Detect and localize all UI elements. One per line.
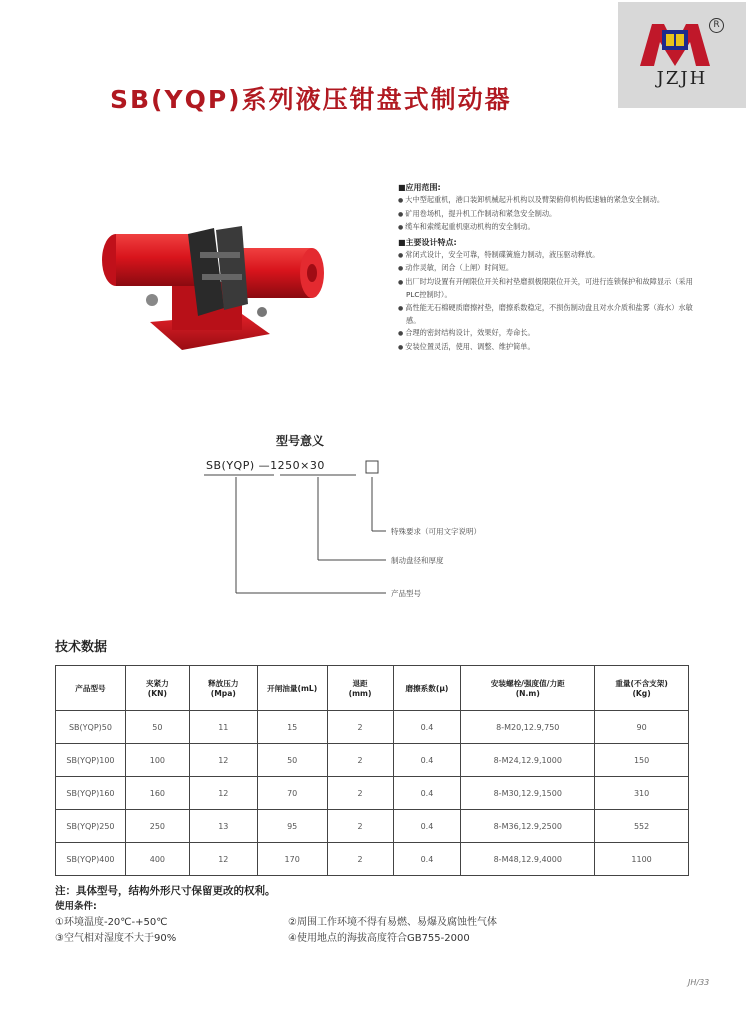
table-row: [56, 711, 689, 744]
design-item: ● 安装位置灵活，使用、调整、维护简单。: [398, 341, 698, 354]
table-cell: 8-M20,12.9,750: [461, 711, 595, 744]
table-cell: 2: [327, 744, 393, 777]
brand-logo: [618, 2, 746, 108]
table-row: [56, 843, 689, 876]
application-item: ● 缆车和索缆起重机驱动机构的安全制动。: [398, 221, 698, 234]
table-cell: 8-M30,12.9,1500: [461, 777, 595, 810]
condition-item: ④使用地点的海拔高度符合GB755-2000: [288, 933, 470, 944]
col-header: 重量(不含支架) (Kg): [595, 666, 689, 711]
table-row: [56, 810, 689, 843]
table-cell: 2: [327, 711, 393, 744]
table-cell: 12: [189, 744, 257, 777]
model-meaning-title: 型号意义: [276, 434, 325, 448]
logo-mark-icon: [640, 16, 710, 68]
model-code-part2: —1250×30: [258, 459, 325, 472]
product-photo: [92, 212, 337, 362]
condition-item: ②周围工作环境不得有易燃、易爆及腐蚀性气体: [288, 917, 497, 928]
callout-product-model: 产品型号: [391, 589, 421, 598]
table-cell: 12: [189, 777, 257, 810]
registered-mark: R: [709, 18, 724, 33]
table-cell: 13: [189, 810, 257, 843]
features-section: [398, 180, 698, 354]
table-cell: 95: [257, 810, 327, 843]
col-header: 开闸油量(mL): [257, 666, 327, 711]
table-cell: 15: [257, 711, 327, 744]
model-code-part1: SB(YQP): [206, 459, 255, 472]
col-header: 磨擦系数(μ): [393, 666, 461, 711]
table-row: [56, 744, 689, 777]
table-cell: 250: [125, 810, 189, 843]
col-header: 安装螺栓/强度值/力距 (N.m): [461, 666, 595, 711]
table-cell: 170: [257, 843, 327, 876]
table-cell: 552: [595, 810, 689, 843]
callout-disc-size: 制动盘径和厚度: [391, 556, 444, 565]
tech-data-heading: 技术数据: [55, 640, 108, 655]
table-cell: 0.4: [393, 810, 461, 843]
table-cell: 90: [595, 711, 689, 744]
page-number: JH/33: [688, 978, 710, 987]
condition-item: ①环境温度-20℃-+50℃: [55, 917, 168, 928]
table-cell: 8-M36,12.9,2500: [461, 810, 595, 843]
table-cell: 0.4: [393, 843, 461, 876]
col-header: 释放压力 (Mpa): [189, 666, 257, 711]
design-item: ● 动作灵敏，闭合（上闸）时间短。: [398, 262, 698, 275]
table-cell: 50: [125, 711, 189, 744]
page-title: SB(YQP)系列液压钳盘式制动器: [110, 85, 512, 114]
table-cell: 310: [595, 777, 689, 810]
table-cell: 150: [595, 744, 689, 777]
table-cell: 8-M48,12.9,4000: [461, 843, 595, 876]
design-title: ■主要设计特点:: [398, 237, 457, 247]
table-cell: 100: [125, 744, 189, 777]
application-item: ● 大中型起重机，港口装卸机械起升机构以及臂架俯仰机构低速轴的紧急安全制动。: [398, 194, 698, 207]
table-header-row: [56, 666, 689, 711]
condition-item: ③空气相对湿度不大于90%: [55, 933, 177, 944]
design-item: ● 出厂时均设置有开闸限位开关和衬垫磨损极限限位开关，可进行连锁保护和故障显示（采用PLC控制时）。: [398, 276, 698, 302]
table-cell: SB(YQP)50: [56, 711, 126, 744]
table-cell: 0.4: [393, 777, 461, 810]
table-cell: 8-M24,12.9,1000: [461, 744, 595, 777]
table-cell: 0.4: [393, 744, 461, 777]
table-cell: 2: [327, 777, 393, 810]
table-cell: SB(YQP)160: [56, 777, 126, 810]
conditions-title: 使用条件:: [55, 901, 97, 912]
application-item: ● 矿用卷场机，提升机工作制动和紧急安全制动。: [398, 208, 698, 221]
logo-text: JZJH: [656, 68, 708, 89]
table-cell: 2: [327, 843, 393, 876]
table-cell: 160: [125, 777, 189, 810]
callout-special: 特殊要求（可用文字说明）: [391, 527, 481, 536]
col-header: 退距 (mm): [327, 666, 393, 711]
design-item: ● 合理的密封结构设计，效果好，寿命长。: [398, 327, 698, 340]
table-cell: 11: [189, 711, 257, 744]
table-cell: 2: [327, 810, 393, 843]
table-cell: 0.4: [393, 711, 461, 744]
table-row: [56, 777, 689, 810]
model-diagram: [200, 455, 420, 605]
tech-data-table: [55, 665, 689, 876]
table-cell: 12: [189, 843, 257, 876]
col-header: 夹紧力 (KN): [125, 666, 189, 711]
table-cell: 50: [257, 744, 327, 777]
note-main: 注：具体型号，结构外形尺寸保留更改的权利。: [55, 885, 276, 897]
design-item: ● 高性能无石棉硬质磨擦衬垫，磨擦系数稳定，不损伤制动盘且对水介质和盐雾（海水）水敏感。: [398, 302, 698, 328]
table-cell: 70: [257, 777, 327, 810]
table-cell: 400: [125, 843, 189, 876]
table-cell: SB(YQP)400: [56, 843, 126, 876]
col-header: 产品型号: [56, 666, 126, 711]
application-title: ■应用范围:: [398, 183, 441, 192]
table-cell: SB(YQP)100: [56, 744, 126, 777]
table-cell: 1100: [595, 843, 689, 876]
table-cell: SB(YQP)250: [56, 810, 126, 843]
design-item: ● 常闭式设计，安全可靠，特制碟簧施力制动，液压驱动释放。: [398, 249, 698, 262]
